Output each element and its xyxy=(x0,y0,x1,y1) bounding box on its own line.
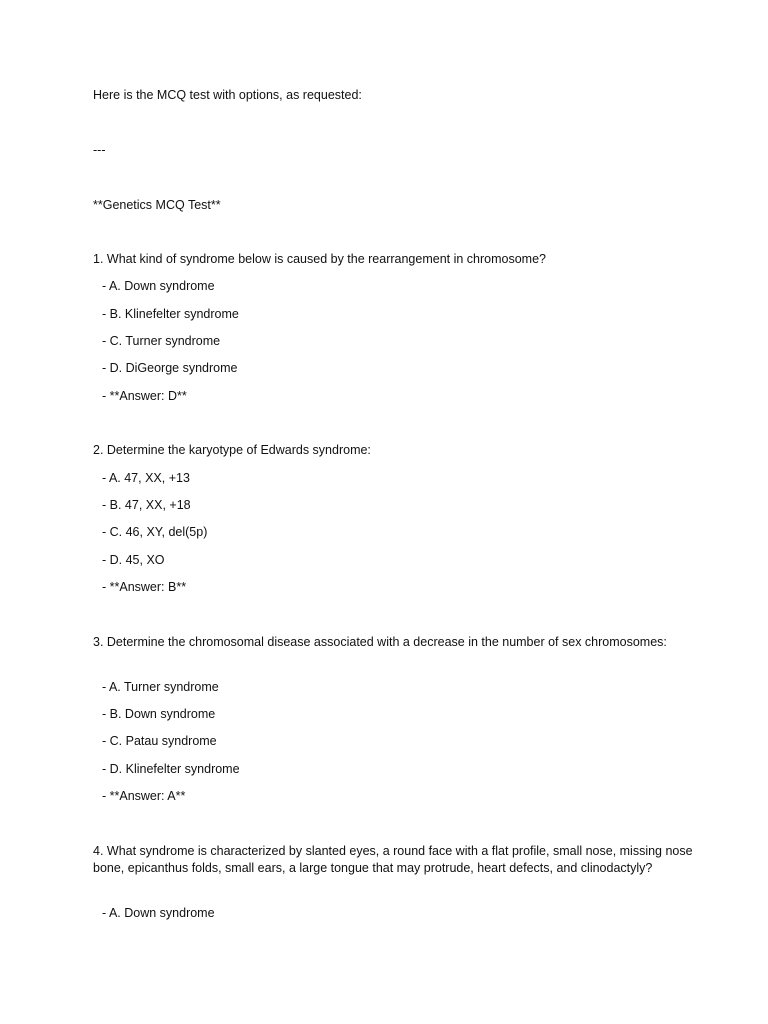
question-1-option-d: - D. DiGeorge syndrome xyxy=(102,361,238,375)
question-2-option-c: - C. 46, XY, del(5p) xyxy=(102,525,208,539)
question-4-text: 4. What syndrome is characterized by slanted eyes, a round face with a flat profile, small nose, missing nose bone, epicanthus folds, small ears, a large tongue that may protrude, heart defects, and clinodactyly? xyxy=(93,844,697,875)
question-3-text: 3. Determine the chromosomal disease associated with a decrease in the number of sex chromosomes: xyxy=(93,635,667,649)
question-1-option-c: - C. Turner syndrome xyxy=(102,334,221,348)
document-title: **Genetics MCQ Test** xyxy=(93,198,221,212)
question-1-option-b: - B. Klinefelter syndrome xyxy=(102,307,239,321)
question-1-text: 1. What kind of syndrome below is caused by the rearrangement in chromosome? xyxy=(93,252,547,266)
question-2-option-a: - A. 47, XX, +13 xyxy=(102,471,190,485)
separator: --- xyxy=(93,143,106,157)
question-1-option-a: - A. Down syndrome xyxy=(102,279,215,293)
question-4-option-a: - A. Down syndrome xyxy=(102,906,215,920)
intro-text: Here is the MCQ test with options, as requested: xyxy=(93,88,362,102)
question-3-option-b: - B. Down syndrome xyxy=(102,707,216,721)
question-3-answer: - **Answer: A** xyxy=(102,789,186,803)
question-3-option-c: - C. Patau syndrome xyxy=(102,734,217,748)
question-2-answer: - **Answer: B** xyxy=(102,580,187,594)
question-3-option-d: - D. Klinefelter syndrome xyxy=(102,762,240,776)
question-2-option-d: - D. 45, XO xyxy=(102,553,165,567)
question-1-answer: - **Answer: D** xyxy=(102,389,187,403)
question-2-option-b: - B. 47, XX, +18 xyxy=(102,498,191,512)
question-3-option-a: - A. Turner syndrome xyxy=(102,680,219,694)
question-2-text: 2. Determine the karyotype of Edwards syndrome: xyxy=(93,443,371,457)
